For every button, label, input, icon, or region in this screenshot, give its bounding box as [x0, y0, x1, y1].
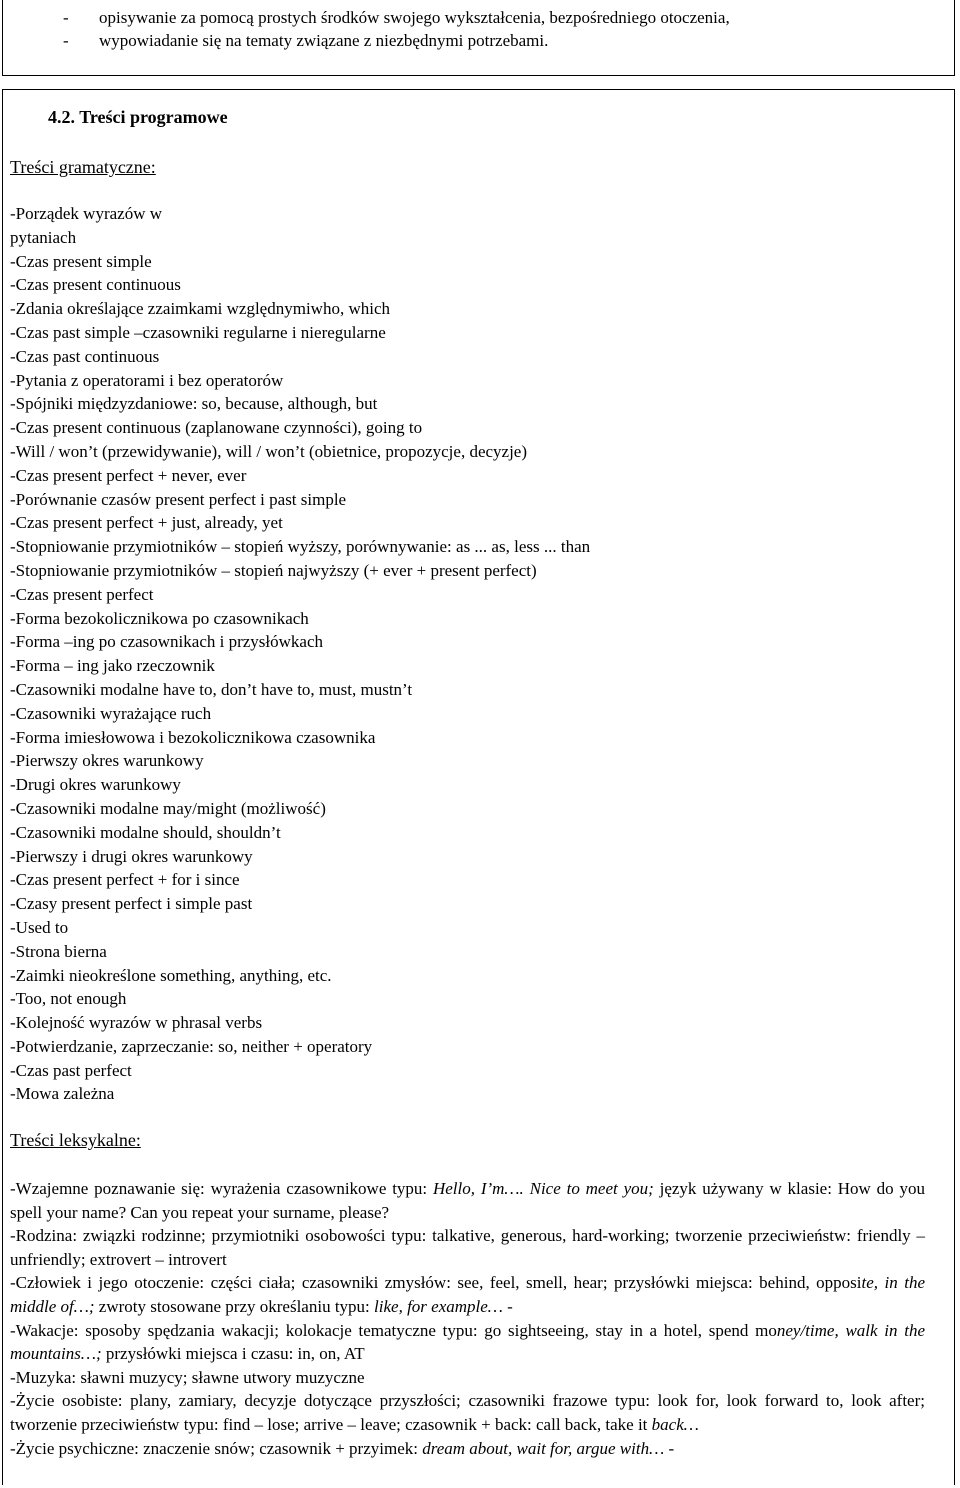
grammar-item: -Zdania określające zzaimkami względnymiwho, which: [10, 299, 390, 319]
grammar-item: -Too, not enough: [10, 989, 127, 1009]
section-title: [48, 107, 228, 128]
grammar-item: pytaniach: [10, 227, 77, 247]
lexical-segment: -Wzajemne poznawanie się: wyrażenia czasownikowe typu:: [10, 1179, 433, 1198]
grammar-item: -Spójniki międzyzdaniowe: so, because, although, but: [10, 394, 378, 414]
intro-item: - opisywanie za pomocą prostych środków swojego wykształcenia, bezpośredniego otoczenia,: [63, 6, 730, 29]
lexical-list: [10, 1177, 925, 1460]
lexical-paragraph: [10, 1224, 925, 1271]
grammar-item: -Porównanie czasów present perfect i past simple: [10, 489, 347, 509]
lexical-paragraph: [10, 1177, 925, 1224]
lexical-segment: Hello, I’m…. Nice to meet you;: [432, 1179, 654, 1198]
grammar-item: -Pierwszy okres warunkowy: [10, 751, 204, 771]
grammar-item: -Will / won’t (przewidywanie), will / won’t (obietnice, propozycje, decyzje): [10, 441, 528, 461]
lexical-segment: like, for example…: [374, 1296, 503, 1316]
grammar-item: -Zaimki nieokreślone something, anything, etc.: [10, 965, 332, 985]
grammar-heading: Treści gramatyczne:: [10, 157, 156, 177]
grammar-item: -Czas present perfect + never, ever: [10, 465, 247, 485]
grammar-item: -Forma – ing jako rzeczownik: [10, 656, 215, 676]
grammar-item: -Czas present perfect: [10, 584, 154, 604]
grammar-item: -Czas present perfect + just, already, yet: [10, 513, 283, 533]
grammar-item: -Czasowniki wyrażające ruch: [10, 703, 212, 723]
grammar-item: -Potwierdzanie, zaprzeczanie: so, neither + operatory: [10, 1036, 373, 1056]
grammar-item: -Czas present continuous (zaplanowane czynności), going to: [10, 418, 423, 438]
lexical-segment: -Muzyka: sławni muzycy; sławne utwory muzyczne: [10, 1367, 365, 1387]
lexical-segment: przysłówki miejsca i czasu: in, on, AT: [101, 1344, 365, 1364]
intro-list: [63, 6, 730, 52]
lexical-segment: -Człowiek i jego otoczenie: części ciała; czasowniki zmysłów: see, feel, smell, hear; przysłówki miejsca: behind, opposi: [10, 1273, 862, 1293]
grammar-item: -Stopniowanie przymiotników – stopień wyższy, porównywanie: as ... as, less ... than: [10, 537, 591, 557]
lexical-paragraph: [10, 1389, 925, 1436]
lexical-segment: język używany w klasie: How do you spell your name? Can you repeat your surname, please?: [10, 1179, 925, 1222]
lexical-segment: zwroty stosowane przy określaniu typu:: [94, 1296, 375, 1316]
lexical-segment: back…: [651, 1414, 699, 1434]
grammar-item: -Czas present simple: [10, 251, 152, 271]
grammar-item: -Used to: [10, 917, 69, 937]
lexical-paragraph: [10, 1271, 925, 1318]
grammar-item: -Strona bierna: [10, 941, 107, 961]
section-number: 4.2.: [48, 107, 75, 127]
grammar-list: [10, 202, 590, 1106]
lexical-segment: -Wakacje: sposoby spędzania wakacji; kolokacje tematyczne typu: go sightseeing, stay in a hotel, spend mo: [10, 1320, 777, 1340]
lexical-segment: -: [502, 1296, 513, 1316]
lexical-paragraph: [10, 1437, 925, 1461]
grammar-item: -Czas present perfect + for i since: [10, 870, 240, 890]
grammar-item: -Czas past simple –czasowniki regularne i nieregularne: [10, 322, 386, 342]
lexical-segment: -Życie osobiste: plany, zamiary, decyzje dotyczące przyszłości; czasowniki frazowe typu: look for, look forward to, look after; tworzenie przeciwieństw typu: find – lose; arrive – leave; czasownik + back: call back, take it: [10, 1391, 925, 1434]
lexical-paragraph: [10, 1319, 925, 1366]
grammar-item: -Forma bezokolicznikowa po czasownikach: [10, 608, 309, 628]
grammar-item: -Forma –ing po czasownikach i przysłówkach: [10, 632, 323, 652]
lexical-segment: -: [664, 1438, 675, 1458]
intro-item: - wypowiadanie się na tematy związane z niezbędnymi potrzebami.: [63, 29, 730, 52]
grammar-item: -Drugi okres warunkowy: [10, 775, 181, 795]
grammar-item: -Czas present continuous: [10, 275, 181, 295]
grammar-item: -Porządek wyrazów w: [10, 204, 162, 223]
intro-box: [2, 0, 955, 76]
grammar-item: -Czasy present perfect i simple past: [10, 894, 253, 914]
grammar-item: -Czasowniki modalne have to, don’t have to, must, mustn’t: [10, 679, 413, 699]
grammar-item: -Czas past perfect: [10, 1060, 132, 1080]
grammar-item: -Pierwszy i drugi okres warunkowy: [10, 846, 253, 866]
grammar-item: -Czasowniki modalne should, shouldn’t: [10, 822, 281, 842]
grammar-item: -Kolejność wyrazów w phrasal verbs: [10, 1013, 263, 1033]
lexical-segment: -Rodzina: związki rodzinne; przymiotniki osobowości typu: talkative, generous, hard-working; tworzenie przeciwieństw: friendly – unfriendly; extrovert – introvert: [10, 1226, 925, 1269]
grammar-item: -Pytania z operatorami i bez operatorów: [10, 370, 284, 390]
lexical-heading: Treści leksykalne:: [10, 1130, 141, 1150]
lexical-segment: ney/time, walk in the mountains…;: [10, 1320, 925, 1364]
lexical-segment: dream about, wait for, argue with…: [422, 1438, 665, 1458]
grammar-item: -Stopniowanie przymiotników – stopień najwyższy (+ ever + present perfect): [10, 560, 537, 580]
section-title-text: Treści programowe: [79, 107, 228, 127]
grammar-item: -Czasowniki modalne may/might (możliwość): [10, 798, 326, 818]
lexical-segment: te, in the middle of…;: [10, 1273, 925, 1316]
grammar-item: -Forma imiesłowowa i bezokolicznikowa czasownika: [10, 727, 376, 747]
lexical-paragraph: [10, 1366, 925, 1390]
grammar-item: -Czas past continuous: [10, 346, 160, 366]
grammar-item: -Mowa zależna: [10, 1084, 115, 1104]
lexical-segment: -Życie psychiczne: znaczenie snów; czasownik + przyimek:: [10, 1438, 423, 1458]
